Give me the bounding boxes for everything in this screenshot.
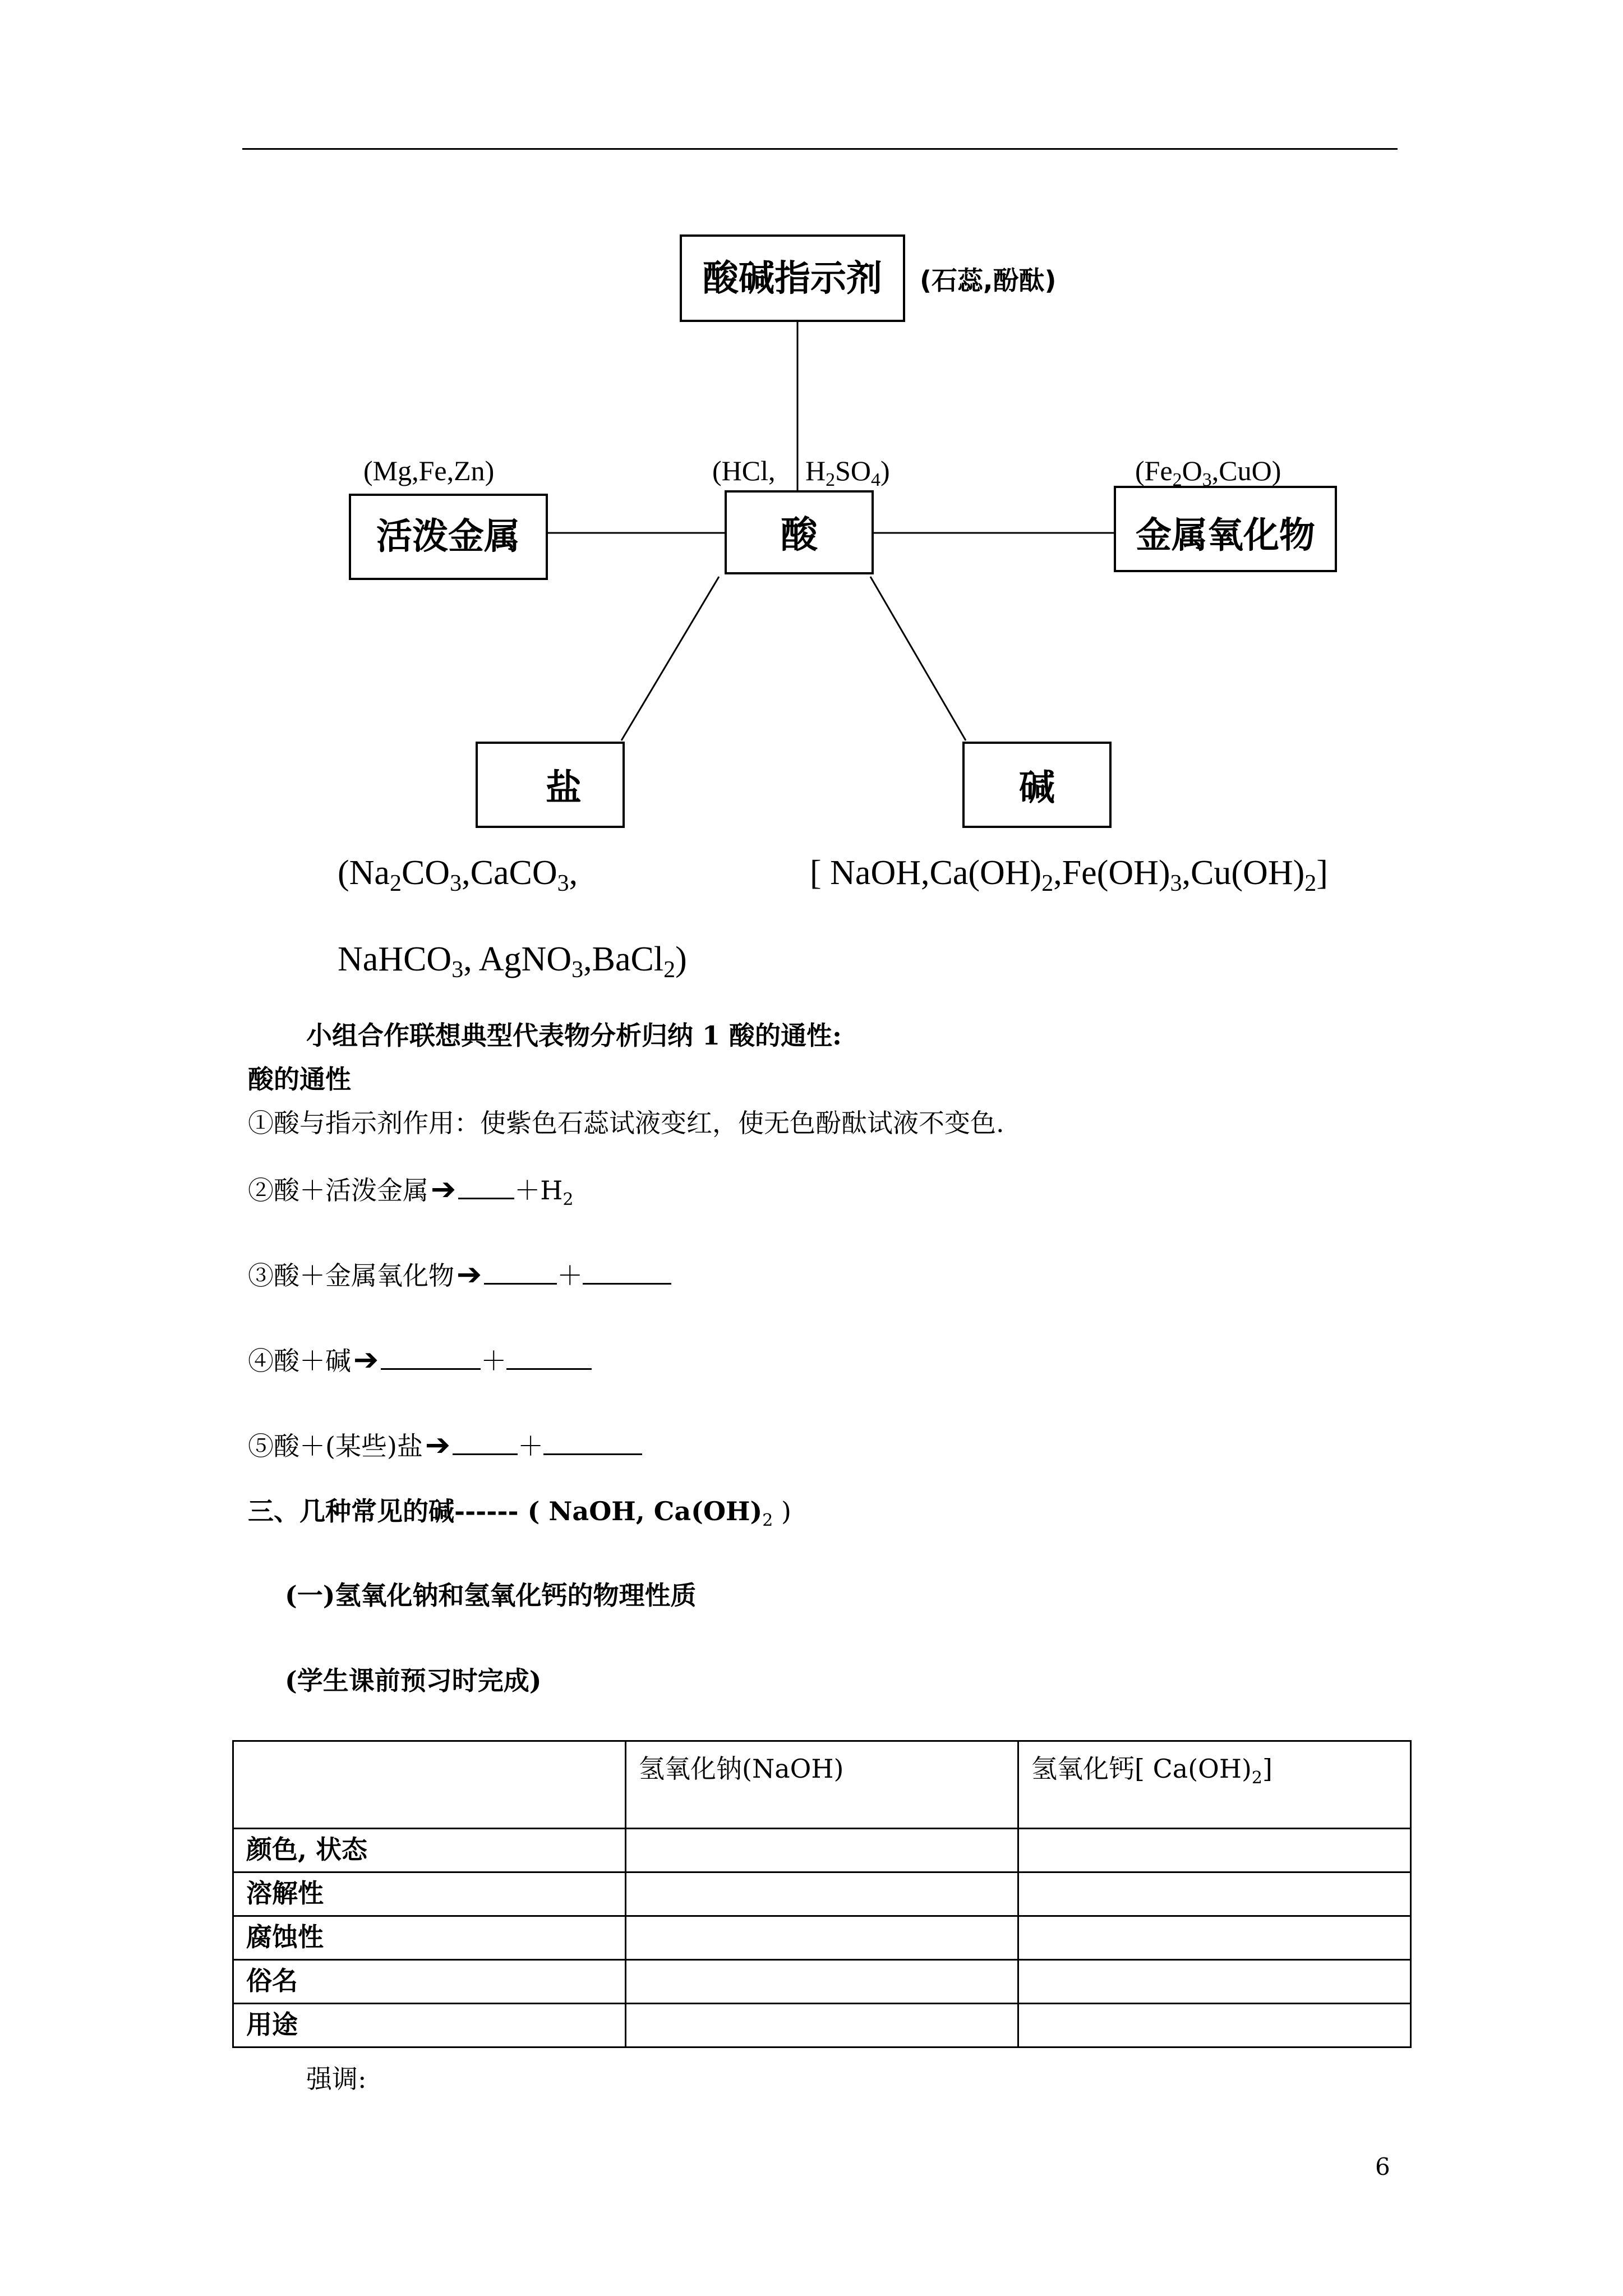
group-heading: 小组合作联想典型代表物分析归纳 1 酸的通性: [306, 1020, 842, 1051]
active-metal-label: 活泼金属 [376, 516, 520, 558]
cell-caoh2-color-state[interactable] [1018, 1829, 1411, 1872]
section-3-text: 三、几种常见的碱------ ( NaOH, Ca(OH) [248, 1496, 763, 1526]
metal-oxide-examples: $(Fe_2O_3,CuO)$ [1135, 455, 1281, 490]
plus-sign: ＋ [481, 1346, 507, 1376]
acid-example-hcl: (HCl, [712, 455, 776, 486]
cell-caoh2-common-name[interactable] [1018, 1960, 1411, 2004]
section-3-close: ) [773, 1496, 791, 1526]
table-header-naoh: 氢氧化钠(NaOH) [626, 1741, 1018, 1829]
cell-naoh-corrosiveness[interactable] [626, 1916, 1018, 1960]
acid-properties-title: 酸的通性 [248, 1064, 351, 1094]
item-5-prefix: ⑤酸＋(某些)盐 [248, 1431, 423, 1461]
blank-5b[interactable] [543, 1429, 642, 1455]
blank-3b[interactable] [583, 1258, 671, 1285]
header-caoh2-suffix: ] [1262, 1754, 1272, 1784]
item-2-sub: 2 [562, 1190, 574, 1210]
indicator-examples: (石蕊,酚酞) [920, 265, 1057, 296]
page-number: 6 [1375, 2153, 1390, 2180]
table-row [233, 1872, 1411, 1916]
row-label-corrosiveness: 腐蚀性 [233, 1916, 626, 1960]
item-4-prefix: ④酸＋碱 [248, 1346, 351, 1376]
subsection-1-note: (学生课前预习时完成) [285, 1665, 542, 1696]
arrow-icon: ➔ [353, 1342, 379, 1377]
table-row [233, 1916, 1411, 1960]
row-label-color-state: 颜色, 状态 [233, 1829, 626, 1872]
cell-naoh-common-name[interactable] [626, 1960, 1018, 2004]
plus-sign: ＋ [518, 1431, 544, 1461]
salt-examples-line1: (Na2CO3,CaCO3, [338, 854, 578, 896]
acid-label: 酸 [781, 513, 818, 556]
blank-2a[interactable] [458, 1173, 514, 1199]
salt-label: 盐 [546, 767, 582, 809]
item-3-prefix: ③酸＋金属氧化物 [248, 1260, 454, 1291]
item-4 [248, 1343, 592, 1378]
cell-caoh2-uses[interactable] [1018, 2004, 1411, 2047]
cell-caoh2-solubility[interactable] [1018, 1872, 1411, 1916]
line-acid-salt [621, 577, 719, 740]
blank-4b[interactable] [506, 1343, 592, 1370]
section-3-sub: 2 [762, 1511, 773, 1531]
header-caoh2-sub: 2 [1251, 1768, 1263, 1788]
salt-examples-line2: NaHCO3, AgNO3,BaCl2) [338, 940, 687, 983]
arrow-icon: ➔ [457, 1257, 482, 1292]
metal-oxide-label: 金属氧化物 [1136, 515, 1315, 556]
properties-table [232, 1740, 1412, 2048]
cell-naoh-uses[interactable] [626, 2004, 1018, 2047]
item-2 [248, 1172, 573, 1217]
blank-5a[interactable] [453, 1429, 518, 1455]
table-row [233, 2004, 1411, 2047]
table-row [233, 1829, 1411, 1872]
cell-naoh-solubility[interactable] [626, 1872, 1018, 1916]
table-corner-cell [233, 1741, 626, 1829]
cell-naoh-color-state[interactable] [626, 1829, 1018, 1872]
plus-sign: ＋ [557, 1260, 583, 1291]
indicator-label: 酸碱指示剂 [703, 258, 882, 300]
item-2-prefix: ②酸＋活泼金属 [248, 1175, 428, 1205]
arrow-icon: ➔ [431, 1171, 457, 1207]
header-caoh2-prefix: 氢氧化钙[ Ca(OH) [1031, 1754, 1252, 1784]
row-label-uses: 用途 [233, 2004, 626, 2047]
item-5 [248, 1428, 642, 1463]
base-label: 碱 [1019, 767, 1055, 809]
item-3 [248, 1258, 671, 1292]
item-2-suffix: ＋H [514, 1175, 563, 1205]
cell-caoh2-corrosiveness[interactable] [1018, 1916, 1411, 1960]
base-examples: [ NaOH,Ca(OH)2,Fe(OH)3,Cu(OH)2] [810, 854, 1328, 896]
table-header-caoh2 [1018, 1741, 1411, 1829]
item-1: ①酸与指示剂作用：使紫色石蕊试液变红，使无色酚酞试液不变色. [248, 1108, 1004, 1138]
table-row [233, 1960, 1411, 2004]
section-3-heading [248, 1494, 791, 1538]
line-acid-base [870, 577, 966, 740]
row-label-common-name: 俗名 [233, 1960, 626, 2004]
subsection-1-heading: (一)氢氧化钠和氢氧化钙的物理性质 [285, 1580, 697, 1611]
table-header-row [233, 1741, 1411, 1829]
row-label-solubility: 溶解性 [233, 1872, 626, 1916]
active-metal-examples: (Mg,Fe,Zn) [363, 455, 495, 486]
blank-4a[interactable] [381, 1343, 481, 1370]
arrow-icon: ➔ [425, 1427, 451, 1462]
acid-example-h2so4: $H_2SO_4$) [805, 455, 890, 490]
emphasis-label: 强调: [306, 2064, 367, 2094]
acid-properties-diagram [0, 0, 1623, 1010]
blank-3a[interactable] [484, 1258, 557, 1285]
